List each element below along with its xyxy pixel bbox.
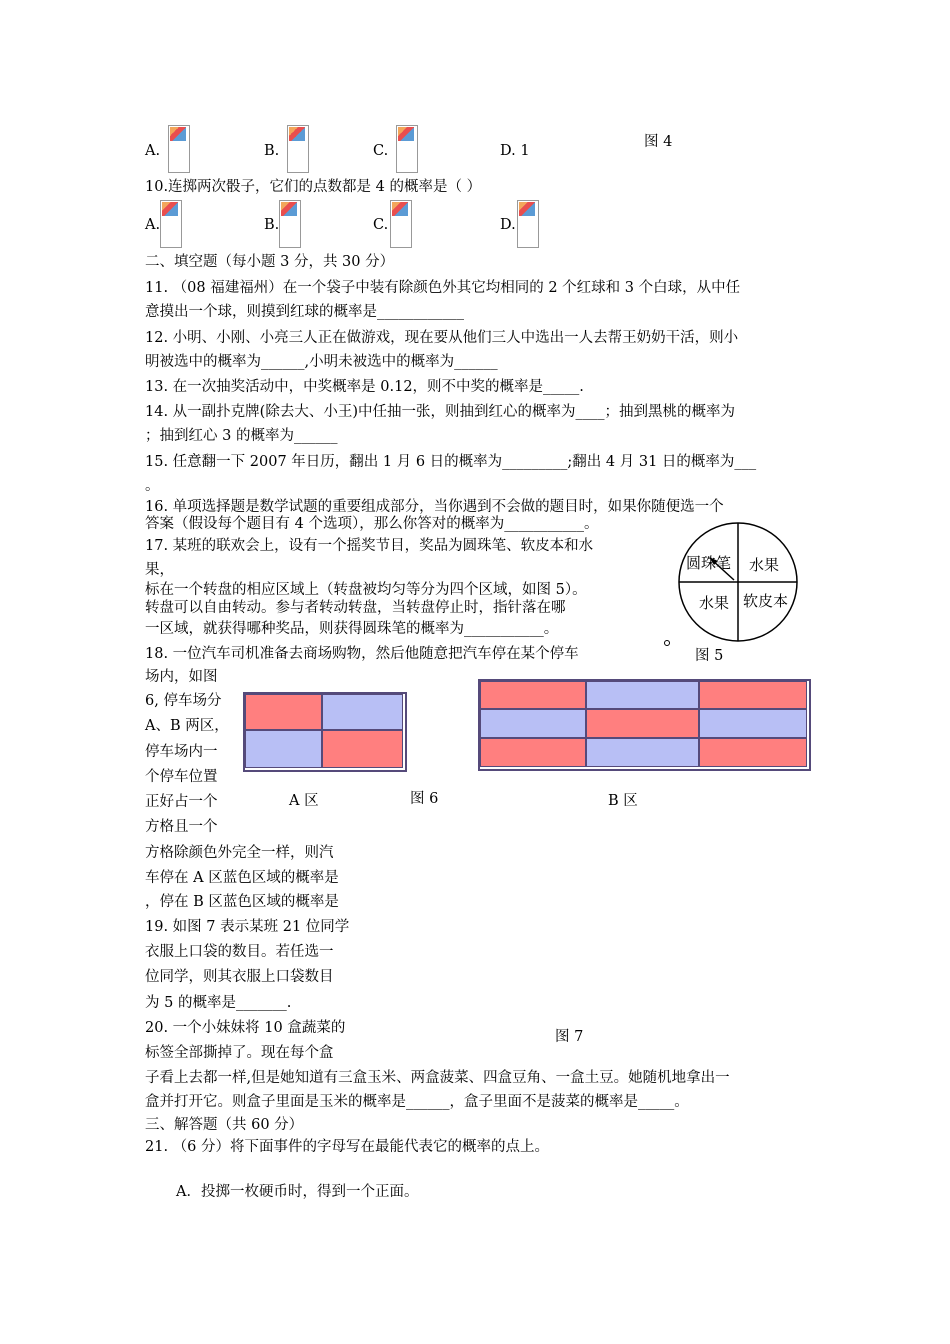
q10-option-b: B. <box>264 217 280 233</box>
question-16-line1: 16. 单项选择题是数学试题的重要组成部分，当你遇到不会做的题目时，如果你随便选一个 <box>145 499 724 515</box>
lot-b-cell-blue <box>480 709 586 738</box>
question-18-line4: A、B 两区， <box>145 718 229 734</box>
q10-option-c: C. <box>373 217 389 233</box>
spinner-region-notebook: 软皮本 <box>743 592 789 610</box>
lot-b-cell-blue <box>586 738 699 767</box>
figure-4-caption: 图 4 <box>644 134 673 150</box>
q10-b-image-icon <box>279 200 301 248</box>
section-2-heading: 二、填空题（每小题 3 分，共 30 分） <box>145 254 395 270</box>
lot-a-cell-red <box>245 694 322 730</box>
section-3-heading: 三、解答题（共 60 分） <box>145 1117 304 1133</box>
spinner-figure <box>676 520 800 644</box>
question-20-line4: 盒并打开它。则盒子里面是玉米的概率是______，盒子里面不是菠菜的概率是_____。 <box>145 1094 689 1110</box>
question-19-line4: 为 5 的概率是_______. <box>145 995 292 1011</box>
question-18-line10: 车停在 A 区蓝色区域的概率是 <box>145 870 339 886</box>
question-12-line1: 12. 小明、小刚、小亮三人正在做游戏，现在要从他们三人中选出一人去帮王奶奶干活，则小 <box>145 330 739 346</box>
q10-c-image-icon <box>390 200 412 248</box>
lot-a-cell-blue <box>322 694 403 730</box>
q10-d-image-icon <box>517 200 539 248</box>
lot-a-cell-blue <box>245 730 322 768</box>
question-11-line2: 意摸出一个球，则摸到红球的概率是____________ <box>145 304 464 320</box>
lot-b-label: B 区 <box>608 793 638 809</box>
question-17-line1: 17. 某班的联欢会上，设有一个摇奖节目，奖品为圆珠笔、软皮本和水 <box>145 538 594 554</box>
option-a-label: A. <box>145 143 161 159</box>
question-13: 13. 在一次抽奖活动中，中奖概率是 0.12，则不中奖的概率是_____. <box>145 379 584 395</box>
question-14-line2: ；抽到红心 3 的概率为______ <box>145 428 338 444</box>
parking-lot-a-grid <box>243 692 407 772</box>
lot-b-cell-blue <box>586 681 699 709</box>
q10-option-a: A. <box>145 217 161 233</box>
question-18-line7: 正好占一个 <box>145 794 218 810</box>
q10-option-d: D. <box>500 217 516 233</box>
q10-a-image-icon <box>160 200 182 248</box>
question-17-line5: 一区域，就获得哪种奖品，则获得圆珠笔的概率为___________。 <box>145 621 559 637</box>
lot-b-cell-blue <box>699 709 807 738</box>
option-c-image-icon <box>396 125 418 173</box>
spinner-region-fruit-bottom: 水果 <box>699 594 730 612</box>
spinner-region-fruit-top: 水果 <box>749 556 780 574</box>
figure-7-caption: 图 7 <box>555 1029 584 1045</box>
lot-a-label: A 区 <box>289 793 319 809</box>
question-20-line2: 标签全部撕掉了。现在每个盒 <box>145 1045 334 1061</box>
question-20-line1: 20. 一个小妹妹将 10 盒蔬菜的 <box>145 1020 346 1036</box>
question-11-line1: 11. （08 福建福州）在一个袋子中装有除颜色外其它均相同的 2 个红球和 3 个白球，从中任 <box>145 280 741 296</box>
question-21: 21. （6 分）将下面事件的字母写在最能代表它的概率的点上。 <box>145 1139 550 1155</box>
lot-b-cell-red <box>480 738 586 767</box>
question-17-line4: 转盘可以自由转动。参与者转动转盘，当转盘停止时，指针落在哪 <box>145 600 566 616</box>
question-16-line2: 答案（假设每个题目有 4 个选项），那么你答对的概率为___________。 <box>145 516 599 532</box>
question-19-line1: 19. 如图 7 表示某班 21 位同学 <box>145 919 350 935</box>
question-19-line3: 位同学，则其衣服上口袋数目 <box>145 969 334 985</box>
question-18-line1: 18. 一位汽车司机准备去商场购物，然后他随意把汽车停在某个停车 <box>145 646 579 662</box>
small-circle-mark <box>664 640 670 646</box>
question-15-line2: 。 <box>145 478 160 494</box>
question-18-line9: 方格除颜色外完全一样，则汽 <box>145 845 334 861</box>
question-18-line5: 停车场内一 <box>145 744 218 760</box>
lot-b-cell-red <box>699 738 807 767</box>
question-14-line1: 14. 从一副扑克牌(除去大、小王)中任抽一张，则抽到红心的概率为____；抽到黑桃的概率为 <box>145 404 735 420</box>
option-b-image-icon <box>287 125 309 173</box>
option-d-label: D. 1 <box>500 143 530 159</box>
question-18-line11: ，停在 B 区蓝色区域的概率是 <box>145 894 339 910</box>
option-a-image-icon <box>168 125 190 173</box>
question-20-line3: 子看上去都一样,但是她知道有三盒玉米、两盒菠菜、四盒豆角、一盒土豆。她随机地拿出一 <box>145 1070 730 1086</box>
lot-b-cell-red <box>480 681 586 709</box>
question-10: 10.连掷两次骰子，它们的点数都是 4 的概率是（ ） <box>145 179 482 195</box>
lot-b-cell-red <box>699 681 807 709</box>
figure-5-caption: 图 5 <box>695 648 724 664</box>
question-18-line8: 方格且一个 <box>145 819 218 835</box>
question-18-line2: 场内，如图 <box>145 669 218 685</box>
question-17-line2: 果， <box>145 562 174 578</box>
question-12-line2: 明被选中的概率为______,小明未被选中的概率为______ <box>145 354 498 370</box>
lot-a-cell-red <box>322 730 403 768</box>
question-18-line3: 6, 停车场分 <box>145 693 222 709</box>
question-15-line1: 15. 任意翻一下 2007 年日历，翻出 1 月 6 日的概率为_________;翻出 4 月 31 日的概率为___ <box>145 454 757 470</box>
question-21-item-a: A．投掷一枚硬币时，得到一个正面。 <box>176 1184 419 1200</box>
question-17-line3: 标在一个转盘的相应区域上（转盘被均匀等分为四个区域，如图 5）。 <box>145 582 587 598</box>
lot-b-cell-red <box>586 709 699 738</box>
question-18-line6: 个停车位置 <box>145 769 218 785</box>
option-c-label: C. <box>373 143 389 159</box>
question-19-line2: 衣服上口袋的数目。若任选一 <box>145 944 334 960</box>
parking-lot-b-grid <box>478 679 811 771</box>
option-b-label: B. <box>264 143 280 159</box>
spinner-region-pen: 圆珠笔 <box>686 554 732 572</box>
figure-6-caption: 图 6 <box>410 791 439 807</box>
